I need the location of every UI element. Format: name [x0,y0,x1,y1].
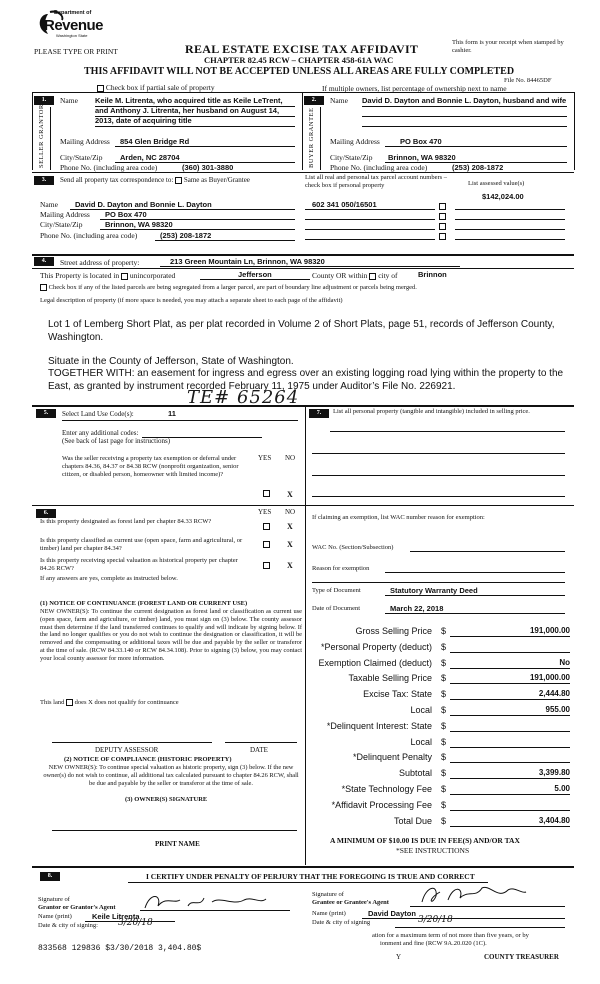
parcel-header: List all real and personal tax parcel account numbers – check box if personal property [305,174,448,189]
exemption-no-mark: X [287,490,293,499]
certify-statement: I CERTIFY UNDER PENALTY OF PERJURY THAT THE FOREGOING IS TRUE AND CORRECT [146,872,475,881]
please-type-label: PLEASE TYPE OR PRINT [34,47,118,56]
grantor-sig-label-1: Signature of [38,896,70,903]
seller-city: Arden, NC 28704 [120,153,180,162]
property-county: Jefferson [238,270,272,279]
calc-label: Total Due [393,815,432,826]
property-street: 213 Green Mountain Ln, Brinnon, WA 98320 [170,257,325,266]
partial-sale-checkbox[interactable] [97,85,104,92]
correspondence-send-label: Send all property tax correspondence to: Same as Buyer/Grantee [60,176,250,184]
forest-land-yes-checkbox[interactable] [263,523,270,530]
receipt-note: This form is your receipt when stamped by cashier. [452,39,564,54]
forest-land-no-mark: X [287,522,293,531]
forest-land-question: Is this property designated as forest land per chapter 84.33 RCW? [40,518,212,525]
current-use-yes-checkbox[interactable] [263,541,270,548]
doc-type: Statutory Warranty Deed [390,586,478,595]
corr-name-label: Name [40,200,58,209]
minimum-fee-note: A MINIMUM OF $10.00 IS DUE IN FEE(S) AND/OR TAX [330,836,520,845]
section-1-number: 1. [34,96,54,105]
seller-side-label: SELLER GRANTOR [38,104,45,168]
exemption-reason-label: Reason for exemption [312,565,370,572]
parcel-personal-checkbox-1[interactable] [439,203,446,210]
calc-dollar-sign: $ [441,673,447,684]
form-title: REAL ESTATE EXCISE TAX AFFIDAVIT [185,42,419,56]
parcel-personal-checkbox-3[interactable] [439,223,446,230]
grantor-name: Keile Litrenta [92,912,140,921]
notice-compliance-title: (2) NOTICE OF COMPLIANCE (HISTORIC PROPERTY) [64,756,232,763]
grantee-sig-label-1: Signature of [312,891,344,898]
historic-question: Is this property receiving special valuation as historical property per chapter 84.26 RCW? [40,557,238,572]
see-back-label: (See back of last page for instructions) [62,437,171,445]
grantee-date-label: Date & city of signing [312,919,371,926]
form-chapter: CHAPTER 82.45 RCW – CHAPTER 458-61A WAC [204,55,394,65]
section-5-number: 5. [36,409,56,418]
grantee-sig-label-2: Grantee or Grantee's Agent [312,899,389,906]
calc-label: Taxable Selling Price [348,673,432,684]
grantor-name-label: Name (print) [38,913,72,920]
legal-description-3: TOGETHER WITH: an easement for ingress and egress over an existing logging road lying within the property to the East, as granted by instrument recorded February 11, 1975 under Auditor’s File No. 226921. [48,368,564,392]
grantor-signature [140,890,270,912]
legal-label: Legal description of property (if more space is needed, you may attach a separate sheet to each page of the affidavit) [40,297,343,304]
parcel-number: 602 341 050/16501 [312,200,377,209]
seller-name: Keile M. Litrenta, who acquired title as Keile LeTrent, and Anthony J. Litrenta, her husband on August 14, 2013, date of acquiring title [95,96,283,125]
exemption-wac-label: If claiming an exemption, list WAC number reason for exemption: [312,514,485,521]
dor-logo [34,8,106,40]
notice-continuance-title: (1) NOTICE OF CONTINUANCE (FOREST LAND OR CURRENT USE) [40,600,248,607]
calc-dollar-sign: $ [441,641,447,652]
cashier-stamp: 833568 129836 $3/30/2018 3,404.80$ [38,944,202,953]
calc-dollar-sign: $ [441,784,447,794]
buyer-phone: (253) 208-1872 [452,163,504,172]
wac-number-label: WAC No. (Section/Subsection) [312,544,394,551]
handwritten-te-number: TE# 65264 [187,387,300,408]
footer-y: Y [396,953,402,961]
calc-label: *Personal Property (deduct) [320,641,432,652]
if-yes-note: If any answers are yes, complete as instructed below. [40,575,178,582]
section-3-number: 3. [34,176,54,185]
calc-value[interactable]: 955.00 [450,705,570,716]
section-8-number: 8. [40,872,60,881]
grantee-name: David Dayton [368,909,416,918]
calc-dollar-sign: $ [441,736,447,747]
partial-sale-label: Check box if partial sale of property [105,83,215,92]
assessed-header: List assessed value(s) [468,180,525,187]
calc-dollar-sign: $ [441,815,447,826]
calc-value[interactable]: 191,000.00 [450,673,570,684]
calc-label: Local [410,705,432,715]
exemption-yes-checkbox[interactable] [263,490,270,497]
buyer-phone-label: Phone No. (including area code) [330,163,428,172]
grantor-sig-label-2: Grantor or Grantor's Agent [38,904,116,911]
historic-no-mark: X [287,561,293,570]
parcel-personal-checkbox-2[interactable] [439,213,446,220]
doc-type-label: Type of Document [312,587,361,594]
land-use-code: 11 [168,409,176,418]
corr-mailing: PO Box 470 [105,210,147,219]
corr-city-label: City/State/Zip [40,220,83,229]
continuance-row: This land does X does not qualify for continuance [40,699,179,706]
see-instructions-note: *SEE INSTRUCTIONS [396,846,470,855]
unincorporated-checkbox[interactable] [121,273,128,280]
calc-dollar-sign: $ [441,626,447,636]
doc-date: March 22, 2018 [390,604,444,613]
buyer-name: David D. Dayton and Bonnie L. Dayton, husband and wife [362,96,567,105]
buyer-city-label: City/State/Zip [330,153,373,162]
segregated-checkbox[interactable] [40,284,47,291]
grantor-date: 3/20/18 [118,918,153,928]
seller-phone: (360) 301-3880 [182,163,234,172]
grantee-name-label: Name (print) [312,910,346,917]
current-use-question: Is this property classified as current use (open space, farm and agricultural, or timber) land per chapter 84.34? [40,537,243,552]
seller-city-label: City/State/Zip [60,153,103,162]
calc-dollar-sign: $ [441,657,447,668]
calc-value[interactable] [450,737,570,748]
same-as-buyer-checkbox[interactable] [175,177,182,184]
additional-codes-label: Enter any additional codes: [62,429,139,437]
calc-label: *Delinquent Penalty [352,752,432,763]
sec5-yes-header: YES [258,454,272,462]
sec6-yes-header: YES [258,508,272,516]
logo-name-text: Revenue [44,17,104,34]
perjury-note-1: ation for a maximum term of not more than five years, or by [372,932,529,939]
county-within-row: County OR within city of [312,271,398,280]
same-as-buyer-label: Same as Buyer/Grantee [183,176,250,184]
seller-phone-label: Phone No. (including area code) [60,163,158,172]
calc-dollar-sign: $ [441,720,447,731]
calc-label: Local [410,736,432,747]
grantee-date: 3/20/18 [418,915,453,925]
corr-phone-label: Phone No. (including area code) [40,231,138,240]
doc-date-label: Date of Document [312,605,361,612]
calc-value[interactable] [450,721,570,732]
current-use-no-mark: X [287,540,293,549]
historic-yes-checkbox[interactable] [263,562,270,569]
print-name-label: PRINT NAME [155,840,200,848]
calc-dollar-sign: $ [441,768,447,779]
form-warning: THIS AFFIDAVIT WILL NOT BE ACCEPTED UNLESS ALL AREAS ARE FULLY COMPLETED [84,66,515,77]
calc-value[interactable]: 2,444.80 [450,689,570,700]
seller-mailing-label: Mailing Address [60,137,110,146]
grantee-signature [418,882,528,908]
section-2-number: 2. [304,96,324,105]
calc-value[interactable]: 5.00 [450,784,570,795]
corr-city: Brinnon, WA 98320 [105,220,173,229]
perjury-note-2: ionment and fine (RCW 9A.20.020 (1C). [380,940,487,947]
buyer-mailing-label: Mailing Address [330,137,380,146]
notice-continuance-body: NEW OWNER(S): To continue the current designation as forest land or classification as current use (open space, farm and agriculture, or timber) land, you must sign on (3) below. The county assessor must then determine if the land transferred continues to qualify and will indicate by signing below. If the land no longer qualifies or you do not wish to continue the designation or classification, it will be removed and the compensating or additional taxes will be due and payable by the seller or transferor at the time of sale. (RCW 84.33.140 or RCW 84.34.108). Prior to signing (3) below, you may contact your local county assessor for more information. [40,608,302,662]
calc-dollar-sign: $ [441,799,447,810]
land-use-label: Select Land Use Code(s): [62,410,134,418]
buyer-mailing: PO Box 470 [400,137,442,146]
buyer-name-label: Name [330,96,348,105]
property-city: Brinnon [418,270,447,279]
partial-sale-row [97,83,215,92]
calc-value[interactable]: 3,399.80 [450,768,570,779]
street-label: Street address of property: [60,258,140,267]
section-4-number: 4. [34,257,54,266]
personal-property-label: List all personal property (tangible and intangible) included in selling price. [333,408,530,415]
calc-label: Subtotal [398,768,432,779]
exemption-question: Was the seller receiving a property tax exemption or deferral under chapters 84.36, 84.37 or 84.38 RCW (nonprofit organization, senior citizen, or disabled person, homeowner with limited income)? [62,455,239,478]
file-number: File No. 84465DF [504,77,552,84]
city-checkbox[interactable] [369,273,376,280]
grantor-date-label: Date & city of signing: [38,922,98,929]
calc-dollar-sign: $ [441,705,447,715]
calc-value[interactable]: No [450,658,570,669]
corr-phone: (253) 208-1872 [160,231,212,240]
calc-value[interactable] [450,800,570,811]
does-qualify-checkbox[interactable] [66,699,73,706]
buyer-side-label: BUYER GRANTEE [308,107,315,168]
calc-label: *Affidavit Processing Fee [331,799,432,810]
logo-dept-text: Department of [54,10,92,16]
calc-label: *State Technology Fee [341,784,432,794]
logo-state-text: Washington State [56,33,88,38]
calc-dollar-sign: $ [441,752,447,763]
segregated-row: Check box if any of the listed parcels are being segregated from a larger parcel, are part of boundary line adjustment or parcels being merged. [40,284,417,291]
calc-label: Excise Tax: State [363,689,432,700]
county-treasurer-label: COUNTY TREASURER [484,953,559,961]
owner-signature-label: (3) OWNER(S) SIGNATURE [125,796,208,803]
deputy-assessor-label: DEPUTY ASSESSOR [95,746,159,754]
sec6-no-header: NO [285,508,296,516]
calc-dollar-sign: $ [441,689,447,700]
seller-mailing: 854 Glen Bridge Rd [120,137,190,146]
legal-description-1: Lot 1 of Lemberg Short Plat, as per plat recorded in Volume 2 of Short Plats, page 51, records of Jefferson County, Washington. [48,319,555,343]
calc-label: Exemption Claimed (deduct) [318,657,432,668]
calc-label: *Delinquent Interest: State [326,720,432,731]
parcel-personal-checkbox-4[interactable] [439,233,446,240]
calc-label: Gross Selling Price [355,626,432,636]
buyer-city: Brinnon, WA 98320 [388,153,456,162]
corr-name: David D. Dayton and Bonnie L. Dayton [75,200,212,209]
assessor-date-label: DATE [250,746,268,754]
seller-name-label: Name [60,96,78,105]
calc-value[interactable] [450,642,570,653]
multiple-owners-note: If multiple owners, list percentage of ownership next to name [322,84,507,93]
calc-value[interactable]: 191,000.00 [450,626,570,637]
assessed-value: $142,024.00 [482,192,524,201]
calc-value[interactable] [450,752,570,763]
property-location-row: This Property is located in unincorporated [40,271,176,280]
notice-compliance-body: NEW OWNER(S): To continue special valuation as historic property, sign (3) below. If the new owner(s) do not wish to continue, all additional tax calculated pursuant to chapter 84.26 RCW, shall be due and payable by the seller or transferor at the time of sale. [43,764,299,787]
section-6-number: 6. [36,509,56,518]
calc-value[interactable]: 3,404.80 [450,816,570,827]
corr-mailing-label: Mailing Address [40,210,90,219]
legal-description-2: Situate in the County of Jefferson, State of Washington. [48,356,294,367]
sec5-no-header: NO [285,454,296,462]
section-7-number: 7. [309,409,329,418]
